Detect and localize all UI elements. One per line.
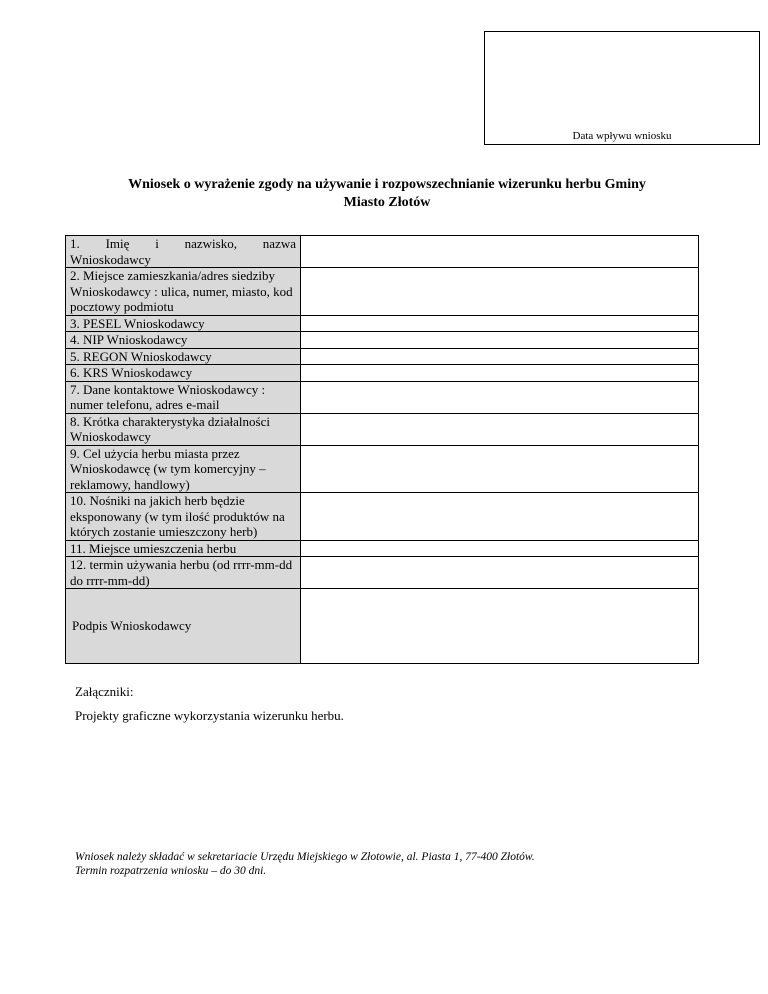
form-row-purpose: [66, 445, 699, 493]
attachment-item: Projekty graficzne wykorzystania wizerunku herbu.: [75, 708, 344, 723]
form-field-address[interactable]: [301, 268, 699, 316]
form-row-nip: [66, 332, 699, 349]
title-line-2: Miasto Złotów: [343, 195, 431, 210]
form-field-period[interactable]: [301, 557, 699, 589]
form-label-activity: 8. Krótka charakterystyka działalności Wnioskodawcy: [66, 413, 301, 445]
footer-note: [75, 850, 535, 878]
form-label-regon: 5. REGON Wnioskodawcy: [66, 348, 301, 365]
signature-field[interactable]: [301, 589, 699, 664]
form-field-media[interactable]: [301, 493, 699, 541]
form-row-signature: [66, 589, 699, 664]
form-label-purpose: 9. Cel użycia herbu miasta przez Wnioskodawcę (w tym komercyjny – reklamowy, handlowy): [66, 445, 301, 493]
form-label-placement: 11. Miejsce umieszczenia herbu: [66, 540, 301, 557]
footer-line-1: Wniosek należy składać w sekretariacie Urzędu Miejskiego w Złotowie, al. Piasta 1, 77-400 Złotów.: [75, 851, 535, 863]
form-label-pesel: 3. PESEL Wnioskodawcy: [66, 315, 301, 332]
form-label-krs: 6. KRS Wnioskodawcy: [66, 365, 301, 382]
form-field-regon[interactable]: [301, 348, 699, 365]
application-form-table: [65, 235, 699, 664]
form-field-purpose[interactable]: [301, 445, 699, 493]
form-row-name: [66, 236, 699, 268]
form-row-contact: [66, 381, 699, 413]
title-line-1: Wniosek o wyrażenie zgody na używanie i rozpowszechnianie wizerunku herbu Gminy: [128, 177, 646, 192]
footer-line-2: Termin rozpatrzenia wniosku – do 30 dni.: [75, 865, 267, 877]
document-title: [70, 176, 704, 212]
form-label-name-line1: 1. Imię i nazwisko, nazwa: [70, 236, 296, 251]
form-label-name: [66, 236, 301, 268]
form-row-address: [66, 268, 699, 316]
form-label-contact: 7. Dane kontaktowe Wnioskodawcy : numer telefonu, adres e-mail: [66, 381, 301, 413]
form-field-activity[interactable]: [301, 413, 699, 445]
form-field-placement[interactable]: [301, 540, 699, 557]
form-field-nip[interactable]: [301, 332, 699, 349]
form-label-nip: 4. NIP Wnioskodawcy: [66, 332, 301, 349]
form-row-pesel: [66, 315, 699, 332]
form-row-activity: [66, 413, 699, 445]
form-label-media: 10. Nośniki na jakich herb będzie eksponowany (w tym ilość produktów na których zostanie umieszczony herb): [66, 493, 301, 541]
form-row-placement: [66, 540, 699, 557]
form-field-contact[interactable]: [301, 381, 699, 413]
form-row-krs: [66, 365, 699, 382]
form-label-period: 12. termin używania herbu (od rrrr-mm-dd do rrrr-mm-dd): [66, 557, 301, 589]
form-field-krs[interactable]: [301, 365, 699, 382]
form-label-signature: Podpis Wnioskodawcy: [66, 589, 301, 664]
receipt-date-label: Data wpływu wniosku: [572, 130, 672, 142]
form-field-name[interactable]: [301, 236, 699, 268]
form-row-regon: [66, 348, 699, 365]
form-label-address: 2. Miejsce zamieszkania/adres siedziby Wnioskodawcy : ulica, numer, miasto, kod pocztowy podmiotu: [66, 268, 301, 316]
form-row-period: [66, 557, 699, 589]
form-label-name-line2: Wnioskodawcy: [70, 251, 151, 267]
form-field-pesel[interactable]: [301, 315, 699, 332]
receipt-date-box: [484, 31, 760, 145]
form-row-media: [66, 493, 699, 541]
attachments-heading: Załączniki:: [75, 684, 134, 699]
